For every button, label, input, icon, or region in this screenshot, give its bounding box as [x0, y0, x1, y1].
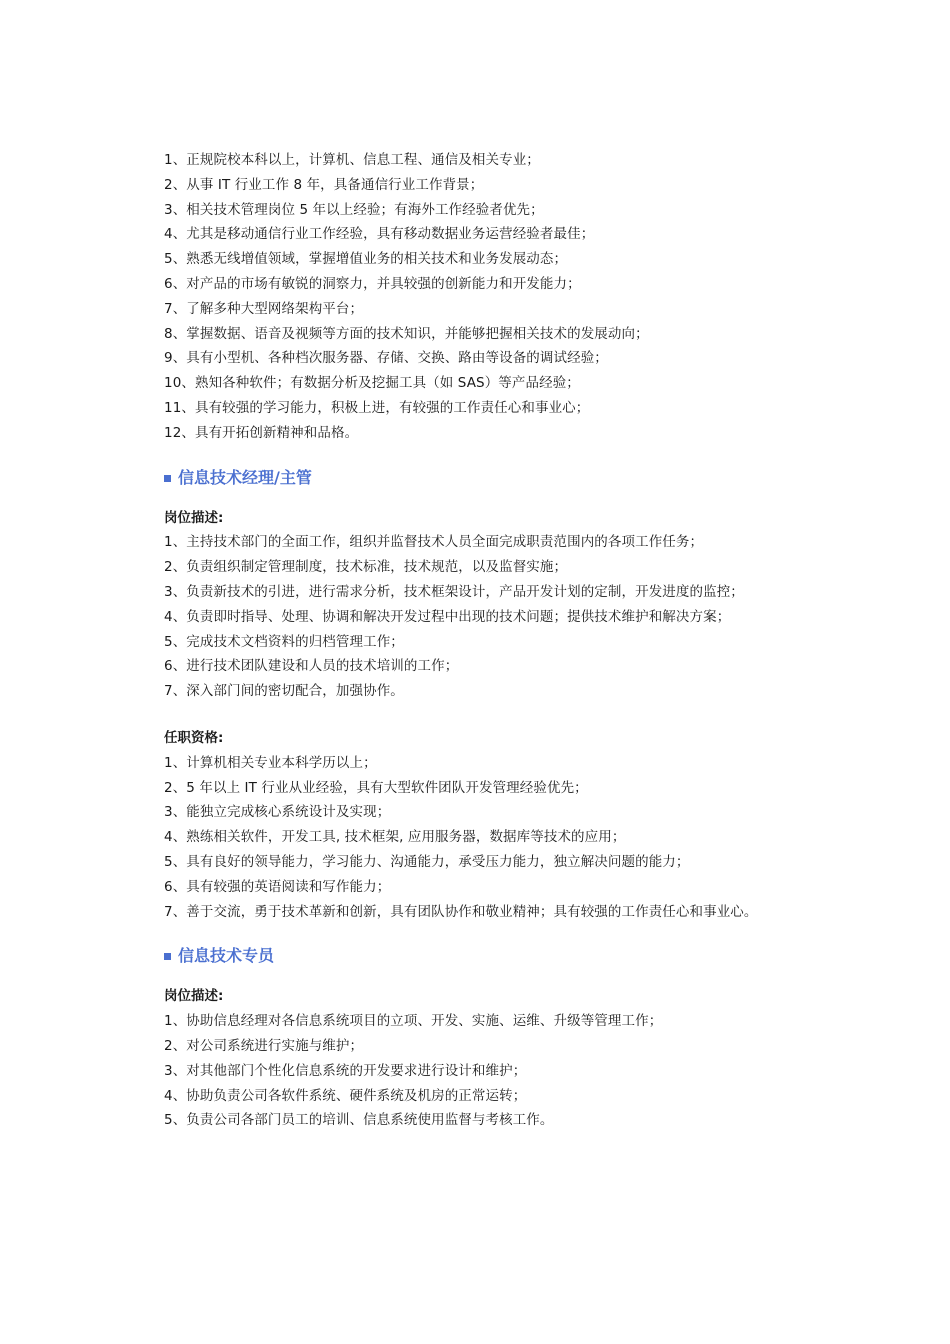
list-item: 7、深入部门间的密切配合，加强协作。: [164, 683, 404, 700]
list-item: 3、对其他部门个性化信息系统的开发要求进行设计和维护；: [164, 1062, 527, 1079]
document-page: [164, 148, 784, 1133]
list-item: 9、具有小型机、各种档次服务器、存储、交换、路由等设备的调试经验；: [164, 350, 608, 367]
list-item: 7、了解多种大型网络架构平台；: [164, 300, 364, 317]
list-item: 4、负责即时指导、处理、协调和解决开发过程中出现的技术问题；提供技术维护和解决方案；: [164, 608, 731, 625]
manager-qualifications-list: [164, 751, 784, 925]
section-heading-specialist: [164, 944, 784, 968]
list-item: 1、协助信息经理对各信息系统项目的立项、开发、实施、运维、升级等管理工作；: [164, 1013, 663, 1030]
duties-label: 岗位描述:: [164, 509, 224, 526]
list-item: 10、熟知各种软件；有数据分析及挖掘工具（如 SAS）等产品经验；: [164, 375, 580, 392]
specialist-duties-list: [164, 1009, 784, 1133]
list-item: 2、5 年以上 IT 行业从业经验，具有大型软件团队开发管理经验优先；: [164, 779, 588, 796]
section-heading-manager: [164, 466, 784, 490]
list-item: 4、协助负责公司各软件系统、硬件系统及机房的正常运转；: [164, 1087, 527, 1104]
list-item: 6、对产品的市场有敏锐的洞察力，并具较强的创新能力和开发能力；: [164, 275, 581, 292]
list-item: 5、完成技术文档资料的归档管理工作；: [164, 633, 404, 650]
section-title: 信息技术专员: [178, 946, 275, 966]
manager-duties-list: [164, 530, 784, 704]
list-item: 12、具有开拓创新精神和品格。: [164, 424, 359, 441]
list-item: 2、负责组织制定管理制度，技术标准，技术规范，以及监督实施；: [164, 559, 568, 576]
list-item: 3、负责新技术的引进，进行需求分析，技术框架设计，产品开发计划的定制，开发进度的监控；: [164, 583, 744, 600]
list-item: 4、尤其是移动通信行业工作经验，具有移动数据业务运营经验者最佳；: [164, 226, 595, 243]
qualifications-label: 任职资格:: [164, 729, 224, 746]
square-bullet-icon: [164, 953, 171, 960]
square-bullet-icon: [164, 475, 171, 482]
list-item: 2、从事 IT 行业工作 8 年，具备通信行业工作背景；: [164, 176, 484, 193]
list-item: 4、熟练相关软件，开发工具, 技术框架, 应用服务器，数据库等技术的应用；: [164, 829, 626, 846]
list-item: 11、具有较强的学习能力，积极上进，有较强的工作责任心和事业心；: [164, 399, 590, 416]
list-item: 6、进行技术团队建设和人员的技术培训的工作；: [164, 658, 459, 675]
intro-requirements-list: [164, 148, 784, 446]
list-item: 8、掌握数据、语音及视频等方面的技术知识，并能够把握相关技术的发展动向；: [164, 325, 649, 342]
section-title: 信息技术经理/主管: [178, 467, 312, 487]
list-item: 1、正规院校本科以上，计算机、信息工程、通信及相关专业；: [164, 152, 540, 168]
list-item: 7、善于交流，勇于技术革新和创新，具有团队协作和敬业精神；具有较强的工作责任心和事业心。: [164, 903, 758, 920]
list-item: 1、计算机相关专业本科学历以上；: [164, 754, 377, 771]
list-item: 2、对公司系统进行实施与维护；: [164, 1037, 364, 1054]
list-item: 6、具有较强的英语阅读和写作能力；: [164, 878, 391, 895]
list-item: 1、主持技术部门的全面工作，组织并监督技术人员全面完成职责范围内的各项工作任务；: [164, 534, 704, 551]
list-item: 3、相关技术管理岗位 5 年以上经验；有海外工作经验者优先；: [164, 201, 544, 218]
list-item: 5、熟悉无线增值领域，掌握增值业务的相关技术和业务发展动态；: [164, 251, 568, 268]
list-item: 3、能独立完成核心系统设计及实现；: [164, 804, 391, 821]
list-item: 5、负责公司各部门员工的培训、信息系统使用监督与考核工作。: [164, 1112, 554, 1129]
list-item: 5、具有良好的领导能力，学习能力、沟通能力，承受压力能力，独立解决问题的能力；: [164, 853, 690, 870]
duties-label: 岗位描述:: [164, 988, 224, 1005]
